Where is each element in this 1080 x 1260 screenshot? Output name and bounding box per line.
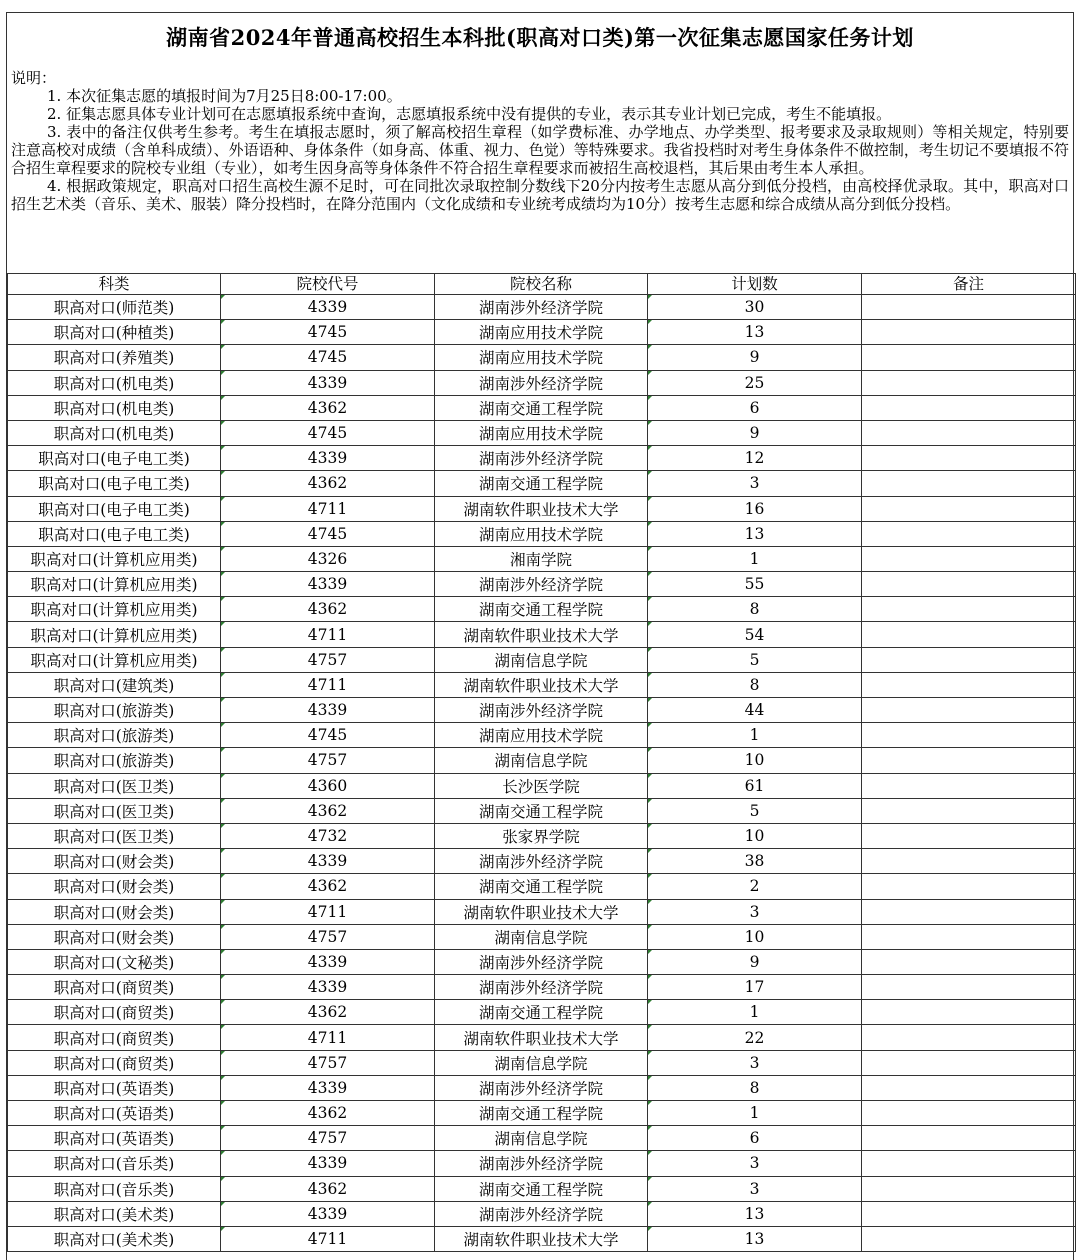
cell-plan-count[interactable]: 17 <box>648 975 862 1000</box>
cell-school-name[interactable]: 湖南交通工程学院 <box>435 1000 648 1025</box>
cell-school-code[interactable]: 4339 <box>221 949 435 974</box>
table-row <box>8 798 1076 823</box>
cell-remarks[interactable] <box>862 723 1076 748</box>
cell-remarks[interactable] <box>862 597 1076 622</box>
cell-category[interactable]: 职高对口(医卫类) <box>8 798 221 823</box>
cell-remarks[interactable] <box>862 622 1076 647</box>
cell-remarks[interactable] <box>862 420 1076 445</box>
cell-category[interactable]: 职高对口(英语类) <box>8 1075 221 1100</box>
cell-remarks[interactable] <box>862 1050 1076 1075</box>
cell-school-code[interactable]: 4339 <box>221 572 435 597</box>
cell-school-code[interactable]: 4757 <box>221 1050 435 1075</box>
table-row <box>8 622 1076 647</box>
cell-plan-count[interactable]: 16 <box>648 496 862 521</box>
cell-remarks[interactable] <box>862 1176 1076 1201</box>
cell-school-code[interactable]: 4339 <box>221 1201 435 1226</box>
cell-category[interactable]: 职高对口(音乐类) <box>8 1151 221 1176</box>
cell-school-code[interactable]: 4362 <box>221 471 435 496</box>
cell-school-name[interactable]: 湖南交通工程学院 <box>435 471 648 496</box>
cell-school-code[interactable]: 4339 <box>221 975 435 1000</box>
cell-remarks[interactable] <box>862 446 1076 471</box>
table-row <box>8 1000 1076 1025</box>
cell-category[interactable]: 职高对口(财会类) <box>8 924 221 949</box>
notes-heading: 说明： <box>11 69 57 87</box>
cell-school-name[interactable]: 湖南涉外经济学院 <box>435 572 648 597</box>
cell-school-name[interactable]: 湖南应用技术学院 <box>435 320 648 345</box>
cell-plan-count[interactable]: 13 <box>648 1201 862 1226</box>
cell-school-name[interactable]: 张家界学院 <box>435 823 648 848</box>
cell-plan-count[interactable]: 8 <box>648 1075 862 1100</box>
cell-category[interactable]: 职高对口(养殖类) <box>8 345 221 370</box>
note-item-3: 3. 表中的备注仅供考生参考。考生在填报志愿时，须了解高校招生章程（如学费标准、办学地点、办学类型、报考要求及录取规则）等相关规定，特别要注意高校对成绩（含单科成绩）、外语语种、身体条件（如身高、体重、视力、色觉）等特殊要求。我省投档时对考生身体条件不做控制，考生切记不要填报不符合招生章程要求的院校专业组（专业），如考生因身高等身体条件不符合招生章程要求而被招生高校退档，其后果由考生本人承担。 <box>11 123 1069 177</box>
cell-school-name[interactable]: 湖南软件职业技术大学 <box>435 622 648 647</box>
cell-school-code[interactable]: 4745 <box>221 521 435 546</box>
table-row <box>8 899 1076 924</box>
cell-school-code[interactable]: 4360 <box>221 773 435 798</box>
table-row <box>8 597 1076 622</box>
cell-school-name[interactable]: 湖南涉外经济学院 <box>435 1201 648 1226</box>
cell-school-code[interactable]: 4326 <box>221 546 435 571</box>
cell-school-code[interactable]: 4339 <box>221 1151 435 1176</box>
cell-school-name[interactable]: 湖南软件职业技术大学 <box>435 1226 648 1251</box>
table-row <box>8 924 1076 949</box>
table-row <box>8 295 1076 320</box>
cell-category[interactable]: 职高对口(计算机应用类) <box>8 597 221 622</box>
cell-category[interactable]: 职高对口(电子电工类) <box>8 496 221 521</box>
cell-category[interactable]: 职高对口(机电类) <box>8 370 221 395</box>
cell-school-name[interactable]: 湖南信息学院 <box>435 1050 648 1075</box>
table-row <box>8 572 1076 597</box>
table-row <box>8 1075 1076 1100</box>
cell-category[interactable]: 职高对口(商贸类) <box>8 1000 221 1025</box>
cell-school-name[interactable]: 湖南涉外经济学院 <box>435 975 648 1000</box>
cell-school-name[interactable]: 湖南涉外经济学院 <box>435 370 648 395</box>
table-row <box>8 471 1076 496</box>
cell-plan-count[interactable]: 13 <box>648 1226 862 1251</box>
table-row <box>8 874 1076 899</box>
cell-school-code[interactable]: 4362 <box>221 798 435 823</box>
cell-remarks[interactable] <box>862 975 1076 1000</box>
cell-remarks[interactable] <box>862 798 1076 823</box>
cell-school-code[interactable]: 4757 <box>221 748 435 773</box>
table-row <box>8 698 1076 723</box>
cell-plan-count[interactable]: 2 <box>648 874 862 899</box>
cell-remarks[interactable] <box>862 874 1076 899</box>
plan-table <box>7 273 1076 1252</box>
cell-school-code[interactable]: 4757 <box>221 1126 435 1151</box>
cell-school-name[interactable]: 湖南应用技术学院 <box>435 723 648 748</box>
cell-remarks[interactable] <box>862 899 1076 924</box>
cell-school-code[interactable]: 4339 <box>221 698 435 723</box>
cell-school-code[interactable]: 4732 <box>221 823 435 848</box>
cell-school-code[interactable]: 4711 <box>221 496 435 521</box>
cell-plan-count[interactable]: 13 <box>648 320 862 345</box>
cell-school-code[interactable]: 4362 <box>221 1000 435 1025</box>
cell-plan-count[interactable]: 10 <box>648 748 862 773</box>
cell-remarks[interactable] <box>862 823 1076 848</box>
cell-plan-count[interactable]: 54 <box>648 622 862 647</box>
cell-school-code[interactable]: 4745 <box>221 345 435 370</box>
cell-category[interactable]: 职高对口(旅游类) <box>8 748 221 773</box>
cell-category[interactable]: 职高对口(旅游类) <box>8 723 221 748</box>
cell-school-name[interactable]: 湖南涉外经济学院 <box>435 849 648 874</box>
cell-plan-count[interactable]: 5 <box>648 647 862 672</box>
header-category: 科类 <box>8 274 221 295</box>
cell-school-name[interactable]: 湖南软件职业技术大学 <box>435 672 648 697</box>
cell-category[interactable]: 职高对口(财会类) <box>8 874 221 899</box>
cell-school-code[interactable]: 4711 <box>221 1025 435 1050</box>
table-row <box>8 672 1076 697</box>
cell-category[interactable]: 职高对口(文秘类) <box>8 949 221 974</box>
note-item-1: 1. 本次征集志愿的填报时间为7月25日8:00-17:00。 <box>47 87 402 105</box>
cell-school-name[interactable]: 湖南交通工程学院 <box>435 597 648 622</box>
table-row <box>8 446 1076 471</box>
cell-remarks[interactable] <box>862 949 1076 974</box>
cell-school-name[interactable]: 湖南信息学院 <box>435 748 648 773</box>
cell-plan-count[interactable]: 44 <box>648 698 862 723</box>
cell-plan-count[interactable]: 30 <box>648 295 862 320</box>
cell-remarks[interactable] <box>862 546 1076 571</box>
note-item-2: 2. 征集志愿具体专业计划可在志愿填报系统中查询，志愿填报系统中没有提供的专业，表示其专业计划已完成，考生不能填报。 <box>47 105 892 123</box>
cell-remarks[interactable] <box>862 1201 1076 1226</box>
cell-category[interactable]: 职高对口(计算机应用类) <box>8 647 221 672</box>
cell-plan-count[interactable]: 22 <box>648 1025 862 1050</box>
cell-school-name[interactable]: 湖南涉外经济学院 <box>435 1151 648 1176</box>
cell-school-name[interactable]: 湖南涉外经济学院 <box>435 446 648 471</box>
cell-plan-count[interactable]: 9 <box>648 949 862 974</box>
cell-school-code[interactable]: 4339 <box>221 370 435 395</box>
cell-school-code[interactable]: 4362 <box>221 597 435 622</box>
table-row <box>8 496 1076 521</box>
cell-remarks[interactable] <box>862 370 1076 395</box>
cell-category[interactable]: 职高对口(美术类) <box>8 1226 221 1251</box>
cell-plan-count[interactable]: 8 <box>648 672 862 697</box>
cell-school-code[interactable]: 4711 <box>221 672 435 697</box>
cell-category[interactable]: 职高对口(商贸类) <box>8 1050 221 1075</box>
cell-school-code[interactable]: 4711 <box>221 1226 435 1251</box>
cell-category[interactable]: 职高对口(计算机应用类) <box>8 572 221 597</box>
cell-school-name[interactable]: 湖南软件职业技术大学 <box>435 899 648 924</box>
table-row <box>8 849 1076 874</box>
page-title: 湖南省2024年普通高校招生本科批(职高对口类)第一次征集志愿国家任务计划 <box>166 25 914 50</box>
cell-remarks[interactable] <box>862 698 1076 723</box>
cell-remarks[interactable] <box>862 1000 1076 1025</box>
table-row <box>8 773 1076 798</box>
header-school-name: 院校名称 <box>435 274 648 295</box>
table-row <box>8 1126 1076 1151</box>
cell-plan-count[interactable]: 9 <box>648 345 862 370</box>
cell-school-code[interactable]: 4339 <box>221 446 435 471</box>
header-remarks: 备注 <box>862 274 1076 295</box>
cell-school-name[interactable]: 湖南涉外经济学院 <box>435 1075 648 1100</box>
cell-school-code[interactable]: 4745 <box>221 723 435 748</box>
cell-plan-count[interactable]: 3 <box>648 1151 862 1176</box>
cell-remarks[interactable] <box>862 1226 1076 1251</box>
cell-category[interactable]: 职高对口(音乐类) <box>8 1176 221 1201</box>
cell-remarks[interactable] <box>862 521 1076 546</box>
cell-plan-count[interactable]: 38 <box>648 849 862 874</box>
table-row <box>8 748 1076 773</box>
cell-remarks[interactable] <box>862 672 1076 697</box>
cell-category[interactable]: 职高对口(旅游类) <box>8 698 221 723</box>
cell-category[interactable]: 职高对口(电子电工类) <box>8 446 221 471</box>
cell-plan-count[interactable]: 13 <box>648 521 862 546</box>
cell-remarks[interactable] <box>862 395 1076 420</box>
cell-school-code[interactable]: 4339 <box>221 295 435 320</box>
cell-remarks[interactable] <box>862 295 1076 320</box>
cell-category[interactable]: 职高对口(种植类) <box>8 320 221 345</box>
cell-school-code[interactable]: 4711 <box>221 622 435 647</box>
cell-plan-count[interactable]: 10 <box>648 823 862 848</box>
cell-school-name[interactable]: 湖南应用技术学院 <box>435 420 648 445</box>
cell-school-name[interactable]: 湖南交通工程学院 <box>435 395 648 420</box>
cell-category[interactable]: 职高对口(财会类) <box>8 849 221 874</box>
cell-school-name[interactable]: 湖南交通工程学院 <box>435 1176 648 1201</box>
cell-category[interactable]: 职高对口(英语类) <box>8 1126 221 1151</box>
cell-category[interactable]: 职高对口(电子电工类) <box>8 471 221 496</box>
notes-section <box>7 63 1073 273</box>
cell-remarks[interactable] <box>862 1126 1076 1151</box>
cell-plan-count[interactable]: 1 <box>648 1101 862 1126</box>
table-row <box>8 1050 1076 1075</box>
table-row <box>8 1151 1076 1176</box>
cell-category[interactable]: 职高对口(计算机应用类) <box>8 546 221 571</box>
cell-category[interactable]: 职高对口(财会类) <box>8 899 221 924</box>
cell-school-name[interactable]: 湖南涉外经济学院 <box>435 295 648 320</box>
cell-category[interactable]: 职高对口(商贸类) <box>8 1025 221 1050</box>
cell-category[interactable]: 职高对口(机电类) <box>8 395 221 420</box>
table-row <box>8 1025 1076 1050</box>
cell-school-code[interactable]: 4711 <box>221 899 435 924</box>
table-body <box>8 295 1076 1252</box>
cell-category[interactable]: 职高对口(电子电工类) <box>8 521 221 546</box>
table-row <box>8 975 1076 1000</box>
cell-school-name[interactable]: 湖南涉外经济学院 <box>435 949 648 974</box>
table-row <box>8 345 1076 370</box>
cell-plan-count[interactable]: 1 <box>648 723 862 748</box>
table-row <box>8 823 1076 848</box>
table-row <box>8 395 1076 420</box>
cell-category[interactable]: 职高对口(计算机应用类) <box>8 622 221 647</box>
cell-remarks[interactable] <box>862 924 1076 949</box>
cell-category[interactable]: 职高对口(医卫类) <box>8 773 221 798</box>
cell-category[interactable]: 职高对口(建筑类) <box>8 672 221 697</box>
cell-plan-count[interactable]: 1 <box>648 546 862 571</box>
cell-school-code[interactable]: 4362 <box>221 874 435 899</box>
spreadsheet-page <box>6 12 1074 1260</box>
cell-school-name[interactable]: 湖南软件职业技术大学 <box>435 1025 648 1050</box>
cell-school-name[interactable]: 长沙医学院 <box>435 773 648 798</box>
cell-remarks[interactable] <box>862 773 1076 798</box>
cell-remarks[interactable] <box>862 1101 1076 1126</box>
cell-plan-count[interactable]: 5 <box>648 798 862 823</box>
cell-school-name[interactable]: 湖南交通工程学院 <box>435 874 648 899</box>
cell-school-name[interactable]: 湖南信息学院 <box>435 1126 648 1151</box>
cell-remarks[interactable] <box>862 748 1076 773</box>
table-row <box>8 521 1076 546</box>
cell-plan-count[interactable]: 3 <box>648 899 862 924</box>
cell-remarks[interactable] <box>862 849 1076 874</box>
cell-school-name[interactable]: 湖南涉外经济学院 <box>435 698 648 723</box>
cell-remarks[interactable] <box>862 1025 1076 1050</box>
cell-school-code[interactable]: 4362 <box>221 1176 435 1201</box>
table-row <box>8 949 1076 974</box>
table-row <box>8 647 1076 672</box>
cell-category[interactable]: 职高对口(师范类) <box>8 295 221 320</box>
cell-school-name[interactable]: 湖南应用技术学院 <box>435 345 648 370</box>
cell-plan-count[interactable]: 6 <box>648 1126 862 1151</box>
cell-plan-count[interactable]: 25 <box>648 370 862 395</box>
cell-plan-count[interactable]: 8 <box>648 597 862 622</box>
cell-remarks[interactable] <box>862 572 1076 597</box>
cell-school-name[interactable]: 湖南交通工程学院 <box>435 798 648 823</box>
cell-remarks[interactable] <box>862 647 1076 672</box>
cell-plan-count[interactable]: 1 <box>648 1000 862 1025</box>
cell-remarks[interactable] <box>862 320 1076 345</box>
cell-plan-count[interactable]: 6 <box>648 395 862 420</box>
table-row <box>8 320 1076 345</box>
table-row <box>8 420 1076 445</box>
cell-remarks[interactable] <box>862 1075 1076 1100</box>
header-plan-count: 计划数 <box>648 274 862 295</box>
note-item-4: 4. 根据政策规定，职高对口招生高校生源不足时，可在同批次录取控制分数线下20分内按考生志愿从高分到低分投档，由高校择优录取。其中，职高对口招生艺术类（音乐、美术、服装）降分投档时，在降分范围内（文化成绩和专业统考成绩均为10分）按考生志愿和综合成绩从高分到低分投档。 <box>11 177 1069 213</box>
cell-school-code[interactable]: 4339 <box>221 1075 435 1100</box>
header-school-code: 院校代号 <box>221 274 435 295</box>
cell-remarks[interactable] <box>862 1151 1076 1176</box>
table-row <box>8 1226 1076 1251</box>
cell-plan-count[interactable]: 10 <box>648 924 862 949</box>
cell-school-code[interactable]: 4757 <box>221 924 435 949</box>
cell-category[interactable]: 职高对口(商贸类) <box>8 975 221 1000</box>
table-header-row <box>8 274 1076 295</box>
cell-remarks[interactable] <box>862 496 1076 521</box>
table-row <box>8 1176 1076 1201</box>
cell-school-code[interactable]: 4339 <box>221 849 435 874</box>
table-row <box>8 370 1076 395</box>
cell-plan-count[interactable]: 55 <box>648 572 862 597</box>
cell-category[interactable]: 职高对口(医卫类) <box>8 823 221 848</box>
cell-category[interactable]: 职高对口(机电类) <box>8 420 221 445</box>
cell-school-code[interactable]: 4745 <box>221 320 435 345</box>
cell-plan-count[interactable]: 3 <box>648 471 862 496</box>
cell-school-name[interactable]: 湖南应用技术学院 <box>435 521 648 546</box>
cell-plan-count[interactable]: 61 <box>648 773 862 798</box>
cell-school-name[interactable]: 湖南信息学院 <box>435 647 648 672</box>
cell-plan-count[interactable]: 9 <box>648 420 862 445</box>
cell-school-name[interactable]: 湘南学院 <box>435 546 648 571</box>
cell-school-code[interactable]: 4757 <box>221 647 435 672</box>
table-row <box>8 1101 1076 1126</box>
cell-category[interactable]: 职高对口(英语类) <box>8 1101 221 1126</box>
cell-remarks[interactable] <box>862 345 1076 370</box>
cell-school-name[interactable]: 湖南信息学院 <box>435 924 648 949</box>
cell-remarks[interactable] <box>862 471 1076 496</box>
cell-school-code[interactable]: 4362 <box>221 1101 435 1126</box>
cell-school-name[interactable]: 湖南交通工程学院 <box>435 1101 648 1126</box>
cell-plan-count[interactable]: 12 <box>648 446 862 471</box>
cell-school-code[interactable]: 4745 <box>221 420 435 445</box>
cell-plan-count[interactable]: 3 <box>648 1176 862 1201</box>
cell-category[interactable]: 职高对口(美术类) <box>8 1201 221 1226</box>
table-row <box>8 723 1076 748</box>
table-row <box>8 1201 1076 1226</box>
cell-plan-count[interactable]: 3 <box>648 1050 862 1075</box>
cell-school-code[interactable]: 4362 <box>221 395 435 420</box>
table-row <box>8 546 1076 571</box>
cell-school-name[interactable]: 湖南软件职业技术大学 <box>435 496 648 521</box>
